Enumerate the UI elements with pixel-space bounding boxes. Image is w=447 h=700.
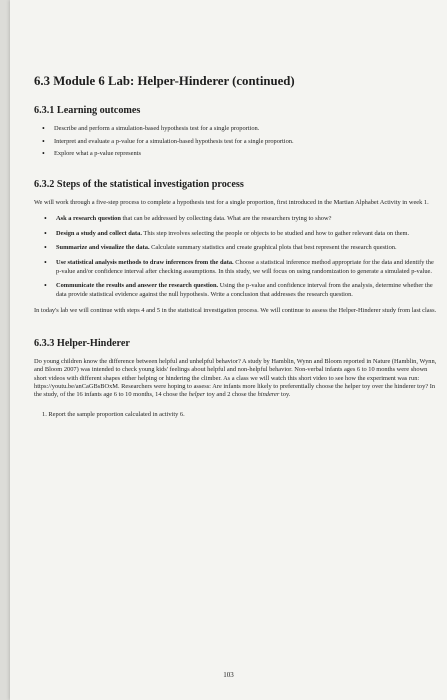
helper-hinderer-section bbox=[34, 338, 438, 419]
steps-section bbox=[34, 179, 438, 316]
helper-hinderer-paragraph bbox=[34, 358, 438, 400]
paragraph-text: toy. bbox=[279, 391, 291, 399]
learning-outcomes-heading: 6.3.1 Learning outcomes bbox=[34, 105, 141, 116]
step-title: Design a study and collect data. bbox=[56, 229, 142, 237]
page-content bbox=[34, 74, 438, 419]
list-item: • Describe and perform a simulation-based hypothesis test for a single proportion. bbox=[40, 125, 438, 134]
step-title: Ask a research question bbox=[56, 215, 121, 223]
hinderer-word: hinderer bbox=[257, 391, 280, 399]
list-item bbox=[42, 230, 438, 239]
step-text: Choose a statistical inference method appropriate for the data and identify the p-value and/or confidence interval after checking assumptions. In this study, we will focus on using randomization to generate a simulated p-value. bbox=[56, 258, 434, 275]
helper-word: helper bbox=[188, 391, 206, 399]
question-1: 1. Report the sample proportion calculated in activity 6. bbox=[42, 410, 185, 418]
document-page bbox=[10, 0, 447, 700]
learning-outcomes-list bbox=[40, 125, 438, 159]
helper-hinderer-heading: 6.3.3 Helper-Hinderer bbox=[34, 337, 130, 349]
page-number: 103 bbox=[223, 671, 234, 679]
paragraph-text: toy and 2 chose the bbox=[205, 391, 258, 399]
steps-followup: In today's lab we will continue with steps 4 and 5 in the statistical investigation process. We will continue to assess the Helper-Hinderer study from last class. bbox=[34, 307, 437, 315]
list-item bbox=[42, 215, 438, 224]
steps-list bbox=[42, 215, 438, 299]
step-text: Using the p-value and confidence interval from the analysis, determine whether the data provide statistical evidence against the null hypothesis. Write a conclusion that addresses the research question. bbox=[56, 282, 433, 298]
list-item bbox=[42, 259, 438, 276]
steps-intro: We will work through a five-step process to complete a hypothesis test for a single proportion, first introduced in the Martian Alphabet Activity in week 1. bbox=[34, 198, 429, 206]
step-title: Communicate the results and answer the research question. bbox=[56, 282, 219, 290]
list-item bbox=[42, 244, 438, 253]
chapter-title: 6.3 Module 6 Lab: Helper-Hinderer (continued) bbox=[34, 74, 295, 88]
list-item bbox=[42, 282, 438, 299]
list-item: • Explore what a p-value represents bbox=[40, 150, 438, 159]
paragraph-text: Do young children know the difference between helpful and unhelpful behavior? A study by Hamblin, Wynn and Bloom reported in Nature (Hamblin, Wynn, and Bloom 2007) was intended to check young kids' feelings about helpful and non-helpful behavior. Non-verbal infants ages 6 to 10 months were shown short videos with different shapes either helping or hindering the climber. As a class we will watch this short video to see how the experiment was run: https://youtu.be/anCaGBsBOxM. Researchers were hoping to assess: Are infants more likely to preferentially choose the helper toy over the hinderer toy? In the study, of the 16 infants age 6 to 10 months, 14 chose the bbox=[34, 357, 437, 399]
steps-heading: 6.3.2 Steps of the statistical investigation process bbox=[34, 178, 244, 190]
step-title: Summarize and visualize the data. bbox=[56, 244, 150, 252]
step-title: Use statistical analysis methods to draw inferences from the data. bbox=[56, 258, 234, 266]
step-text: that can be addressed by collecting data. What are the researchers trying to show? bbox=[120, 215, 332, 223]
step-text: This step involves selecting the people or objects to be studied and how to gather relevant data on them. bbox=[141, 229, 410, 237]
step-text: Calculate summary statistics and create graphical plots that best represent the research question. bbox=[149, 244, 397, 252]
list-item: • Interpret and evaluate a p-value for a simulation-based hypothesis test for a single proportion. bbox=[40, 138, 438, 147]
